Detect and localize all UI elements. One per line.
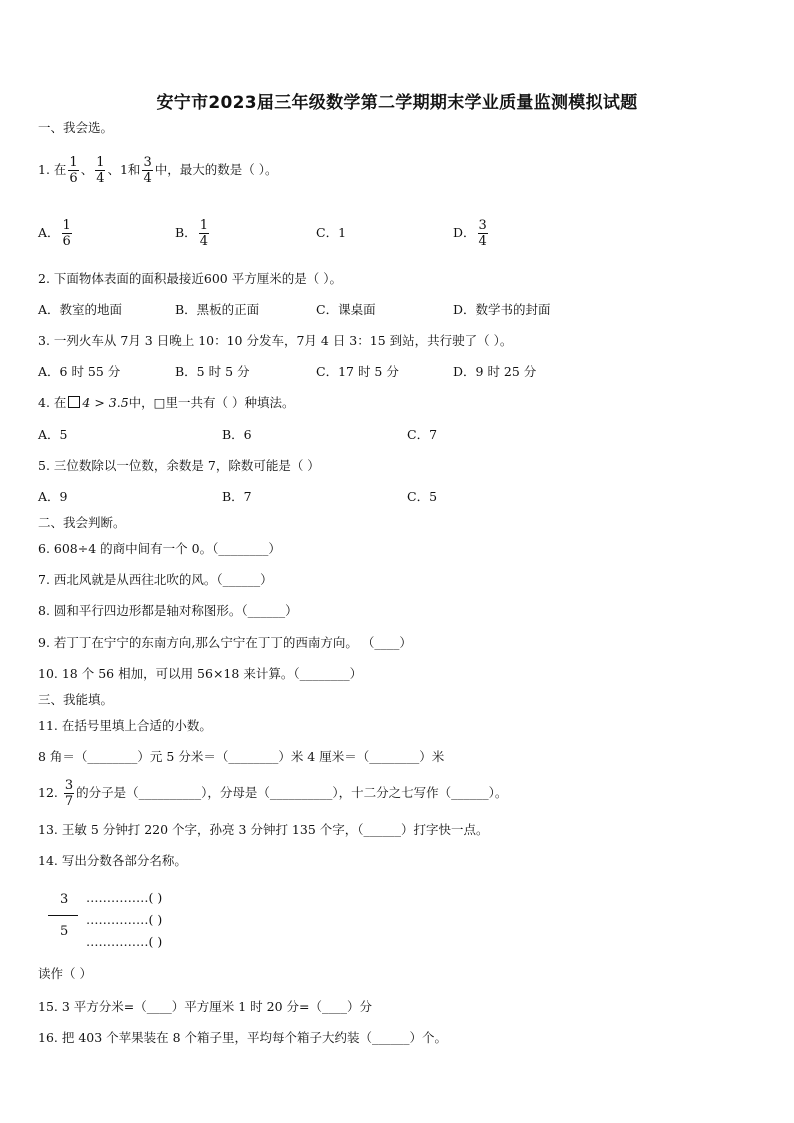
q3-option-d: D．9 时 25 分 <box>453 364 537 379</box>
q1-option-d: D． $\frac{3}{4}$ <box>453 218 487 249</box>
question-6: 6. 608÷4 的商中间有一个 0。（________） <box>38 541 281 556</box>
fraction-1-4: $\frac{1}{4}$ <box>96 155 105 186</box>
q1-text-end: 中，最大的数是（ ）。 <box>154 162 278 177</box>
fraction-parts-figure <box>48 886 268 956</box>
q1-option-c: C．1 <box>316 225 347 240</box>
q5-option-b: B．7 <box>222 489 252 504</box>
q12-text: 的分子是（__________），分母是（__________），十二分之七写作（______）。 <box>76 785 508 800</box>
q5-option-a: A．9 <box>38 489 68 504</box>
q2-option-b: B．黑板的正面 <box>175 302 260 317</box>
q1-option-a: A． $\frac{1}{6}$ <box>38 218 71 249</box>
question-11: 11. 在括号里填上合适的小数。 <box>38 718 212 733</box>
question-4 <box>38 394 294 412</box>
section-2-heading: 二、我会判断。 <box>38 515 126 530</box>
q4-option-b: B．6 <box>222 427 252 442</box>
q3-option-a: A．6 时 55 分 <box>38 364 121 379</box>
question-2: 2. 下面物体表面的面积最接近600 平方厘米的是（ ）。 <box>38 271 342 286</box>
fraction-3-4: $\frac{3}{4}$ <box>143 155 152 186</box>
question-11-blanks: 8 角＝（________）元 5 分米＝（________）米 4 厘米＝（________）米 <box>38 749 445 764</box>
q4-text-end: 中，□里一共有（ ）种填法。 <box>128 395 295 410</box>
q4-option-a: A．5 <box>38 427 68 442</box>
q12-number: 12. <box>38 785 58 800</box>
q2-option-c: C．课桌面 <box>316 302 376 317</box>
question-8: 8. 圆和平行四边形都是轴对称图形。（______） <box>38 603 298 618</box>
q5-option-c: C．5 <box>407 489 438 504</box>
q1-sep: 、 <box>80 162 94 177</box>
q2-option-d: D．数学书的封面 <box>453 302 551 317</box>
question-16: 16. 把 403 个苹果装在 8 个箱子里，平均每个箱子大约装（______）个。 <box>38 1030 448 1045</box>
question-9: 9. 若丁丁在宁宁的东南方向,那么宁宁在丁丁的西南方向。 （____） <box>38 635 412 650</box>
question-14-read: 读作（ ） <box>38 966 92 981</box>
section-3-heading: 三、我能填。 <box>38 692 114 707</box>
q1-sep2: 、1和 <box>107 162 141 177</box>
figure-numerator: 3 <box>60 892 69 907</box>
q3-option-c: C．17 时 5 分 <box>316 364 399 379</box>
section-1-heading: 一、我会选。 <box>38 120 114 135</box>
question-1 <box>38 155 277 186</box>
fraction-bar <box>48 915 78 916</box>
question-3: 3. 一列火车从 7月 3 日晚上 10：10 分发车，7月 4 日 3：15 到站，共行驶了（ ）。 <box>38 333 513 348</box>
fraction-3-7: $\frac{3}{7}$ <box>64 778 74 809</box>
question-14: 14. 写出分数各部分名称。 <box>38 853 187 868</box>
numerator-label-blank: ……………( ) <box>86 890 163 905</box>
question-10: 10. 18 个 56 相加，可以用 56×18 来计算。（________） <box>38 666 363 681</box>
q4-option-c: C．7 <box>407 427 438 442</box>
q4-expression: 4 > 3.5 <box>82 395 129 410</box>
blank-box-icon <box>68 396 80 408</box>
question-7: 7. 西北风就是从西往北吹的风。（______） <box>38 572 273 587</box>
question-13: 13. 王敏 5 分钟打 220 个字，孙亮 3 分钟打 135 个字，（______）打字快一点。 <box>38 822 489 837</box>
question-15: 15. 3 平方分米=（____）平方厘米 1 时 20 分=（____）分 <box>38 999 372 1014</box>
q4-text: 4. 在 <box>38 395 67 410</box>
q2-option-a: A．教室的地面 <box>38 302 123 317</box>
fraction-1-6: $\frac{1}{6}$ <box>69 155 78 186</box>
figure-denominator: 5 <box>60 924 69 939</box>
question-12 <box>38 778 507 809</box>
page-title: 安宁市2023届三年级数学第二学期期末学业质量监测模拟试题 <box>156 93 638 113</box>
q3-option-b: B．5 时 5 分 <box>175 364 250 379</box>
denominator-label-blank: ……………( ) <box>86 934 163 949</box>
q1-option-b: B． $\frac{1}{4}$ <box>175 218 208 249</box>
bar-label-blank: ……………( ) <box>86 912 163 927</box>
q1-text: 1. 在 <box>38 162 67 177</box>
question-5: 5. 三位数除以一位数，余数是 7，除数可能是（ ） <box>38 458 320 473</box>
